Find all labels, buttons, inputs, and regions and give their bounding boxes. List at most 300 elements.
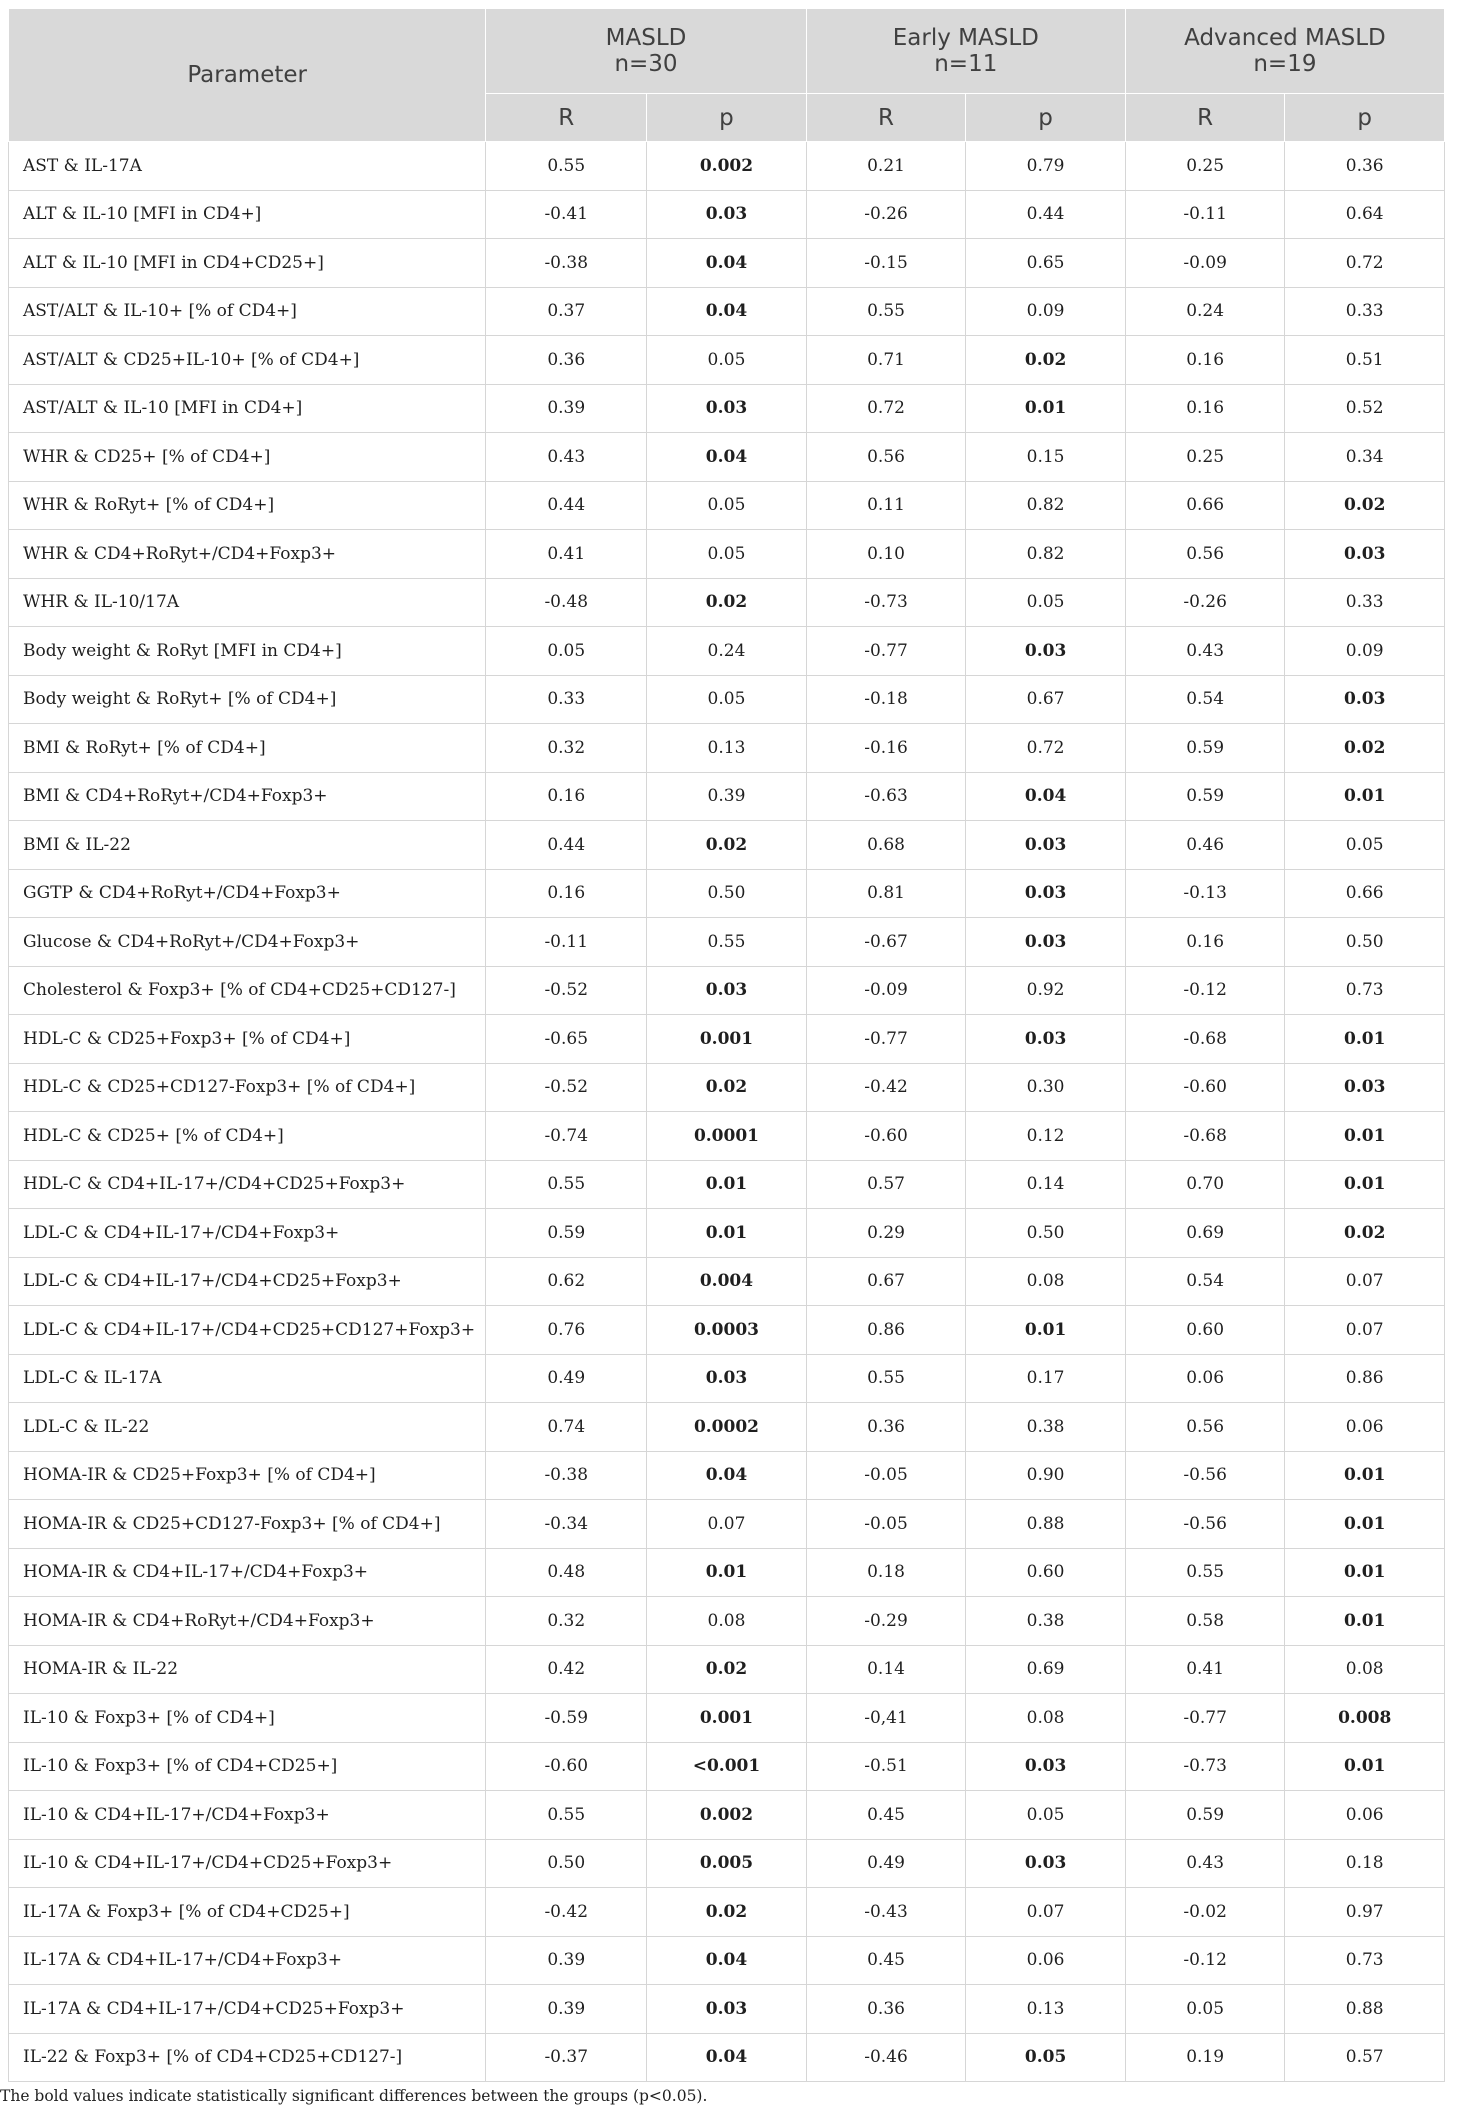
early-r-cell: 0.68 — [806, 821, 966, 870]
masld-p-cell: 0.005 — [647, 1839, 807, 1888]
advanced-r-cell: -0.12 — [1125, 966, 1285, 1015]
table-row — [9, 336, 1445, 385]
early-r-cell: -0.63 — [806, 772, 966, 821]
masld-p-cell: 0.55 — [647, 918, 807, 967]
early-p-cell: 0.67 — [966, 675, 1126, 724]
masld-r-cell: -0.74 — [486, 1112, 647, 1161]
advanced-r-cell: 0.59 — [1125, 724, 1285, 773]
advanced-r-cell: 0.60 — [1125, 1306, 1285, 1355]
early-p-cell: 0.05 — [966, 2033, 1126, 2082]
early-p-cell: 0.92 — [966, 966, 1126, 1015]
advanced-r-cell: 0.59 — [1125, 1791, 1285, 1840]
masld-p-cell: 0.02 — [647, 578, 807, 627]
early-p-cell: 0.03 — [966, 1839, 1126, 1888]
parameter-cell: Body weight & RoRyt [MFI in CD4+] — [9, 627, 486, 676]
parameter-cell: LDL-C & CD4+IL-17+/CD4+CD25+Foxp3+ — [9, 1257, 486, 1306]
advanced-p-cell: 0.18 — [1285, 1839, 1445, 1888]
advanced-p-cell: 0.07 — [1285, 1306, 1445, 1355]
early-r-cell: 0.67 — [806, 1257, 966, 1306]
table-row — [9, 1063, 1445, 1112]
correlation-table — [8, 8, 1445, 2082]
early-p-cell: 0.65 — [966, 239, 1126, 288]
early-r-cell: -0.15 — [806, 239, 966, 288]
table-row — [9, 1742, 1445, 1791]
early-p-cell: 0.02 — [966, 336, 1126, 385]
parameter-cell: HOMA-IR & IL-22 — [9, 1645, 486, 1694]
masld-r-cell: 0.39 — [486, 1936, 647, 1985]
table-row — [9, 1791, 1445, 1840]
masld-p-cell: 0.03 — [647, 384, 807, 433]
early-r-cell: -0.29 — [806, 1597, 966, 1646]
advanced-p-cell: 0.36 — [1285, 142, 1445, 191]
early-r-cell: 0.86 — [806, 1306, 966, 1355]
early-p-cell: 0.69 — [966, 1645, 1126, 1694]
parameter-cell: IL-10 & Foxp3+ [% of CD4+] — [9, 1694, 486, 1743]
masld-r-cell: 0.44 — [486, 481, 647, 530]
parameter-cell: ALT & IL-10 [MFI in CD4+CD25+] — [9, 239, 486, 288]
masld-p-cell: 0.05 — [647, 530, 807, 579]
masld-p-cell: 0.002 — [647, 142, 807, 191]
table-row — [9, 530, 1445, 579]
early-p-cell: 0.03 — [966, 627, 1126, 676]
early-p-cell: 0.88 — [966, 1500, 1126, 1549]
parameter-cell: WHR & RoRyt+ [% of CD4+] — [9, 481, 486, 530]
parameter-cell: HOMA-IR & CD25+Foxp3+ [% of CD4+] — [9, 1451, 486, 1500]
group-n: n=19 — [1253, 51, 1317, 77]
table-row — [9, 287, 1445, 336]
masld-p-cell: 0.02 — [647, 1888, 807, 1937]
parameter-cell: HDL-C & CD4+IL-17+/CD4+CD25+Foxp3+ — [9, 1160, 486, 1209]
advanced-r-cell: 0.58 — [1125, 1597, 1285, 1646]
early-r-cell: -0.43 — [806, 1888, 966, 1937]
parameter-cell: WHR & CD25+ [% of CD4+] — [9, 433, 486, 482]
early-r-cell: 0.29 — [806, 1209, 966, 1258]
p-column-header: p — [966, 94, 1126, 142]
masld-r-cell: -0.52 — [486, 1063, 647, 1112]
r-column-header: R — [1125, 94, 1285, 142]
early-r-cell: 0.11 — [806, 481, 966, 530]
advanced-p-cell: 0.08 — [1285, 1645, 1445, 1694]
masld-r-cell: -0.37 — [486, 2033, 647, 2082]
table-row — [9, 918, 1445, 967]
advanced-p-cell: 0.03 — [1285, 530, 1445, 579]
advanced-p-cell: 0.33 — [1285, 287, 1445, 336]
early-p-cell: 0.44 — [966, 190, 1126, 239]
masld-p-cell: 0.05 — [647, 336, 807, 385]
early-r-cell: 0.36 — [806, 1985, 966, 2034]
advanced-p-cell: 0.01 — [1285, 1451, 1445, 1500]
masld-p-cell: 0.04 — [647, 239, 807, 288]
table-row — [9, 966, 1445, 1015]
parameter-cell: WHR & CD4+RoRyt+/CD4+Foxp3+ — [9, 530, 486, 579]
masld-r-cell: 0.55 — [486, 142, 647, 191]
table-footnote: The bold values indicate statistically significant differences between the groups (p<0.05). — [0, 2087, 708, 2105]
advanced-p-cell: 0.34 — [1285, 433, 1445, 482]
table-row — [9, 1306, 1445, 1355]
early-r-cell: 0.18 — [806, 1548, 966, 1597]
early-r-cell: -0.42 — [806, 1063, 966, 1112]
table-row — [9, 1597, 1445, 1646]
table-row — [9, 1839, 1445, 1888]
advanced-p-cell: 0.01 — [1285, 1160, 1445, 1209]
table-row — [9, 1403, 1445, 1452]
masld-r-cell: 0.42 — [486, 1645, 647, 1694]
masld-p-cell: 0.04 — [647, 287, 807, 336]
masld-r-cell: 0.55 — [486, 1791, 647, 1840]
early-p-cell: 0.08 — [966, 1257, 1126, 1306]
table-row — [9, 1500, 1445, 1549]
early-p-cell: 0.08 — [966, 1694, 1126, 1743]
masld-p-cell: 0.04 — [647, 1936, 807, 1985]
table-row — [9, 821, 1445, 870]
masld-p-cell: 0.04 — [647, 1451, 807, 1500]
early-p-cell: 0.38 — [966, 1403, 1126, 1452]
masld-r-cell: -0.38 — [486, 239, 647, 288]
advanced-r-cell: -0.09 — [1125, 239, 1285, 288]
group-name: MASLD — [605, 25, 687, 51]
advanced-r-cell: 0.54 — [1125, 675, 1285, 724]
early-r-cell: 0.45 — [806, 1936, 966, 1985]
advanced-r-cell: -0.73 — [1125, 1742, 1285, 1791]
parameter-cell: Glucose & CD4+RoRyt+/CD4+Foxp3+ — [9, 918, 486, 967]
masld-p-cell: 0.02 — [647, 821, 807, 870]
masld-r-cell: 0.39 — [486, 384, 647, 433]
advanced-r-cell: 0.59 — [1125, 772, 1285, 821]
p-column-header: p — [1285, 94, 1445, 142]
masld-r-cell: 0.37 — [486, 287, 647, 336]
parameter-cell: LDL-C & IL-17A — [9, 1354, 486, 1403]
masld-p-cell: <0.001 — [647, 1742, 807, 1791]
advanced-p-cell: 0.07 — [1285, 1257, 1445, 1306]
masld-p-cell: 0.04 — [647, 2033, 807, 2082]
advanced-p-cell: 0.97 — [1285, 1888, 1445, 1937]
table-body — [9, 142, 1445, 2082]
early-p-cell: 0.03 — [966, 869, 1126, 918]
early-r-cell: 0.45 — [806, 1791, 966, 1840]
advanced-p-cell: 0.02 — [1285, 481, 1445, 530]
early-r-cell: 0.71 — [806, 336, 966, 385]
masld-r-cell: 0.32 — [486, 1597, 647, 1646]
early-r-cell: -0.77 — [806, 627, 966, 676]
advanced-r-cell: 0.43 — [1125, 627, 1285, 676]
masld-r-cell: -0.42 — [486, 1888, 647, 1937]
table-row — [9, 1015, 1445, 1064]
early-p-cell: 0.90 — [966, 1451, 1126, 1500]
masld-r-cell: 0.16 — [486, 772, 647, 821]
masld-p-cell: 0.02 — [647, 1063, 807, 1112]
early-r-cell: 0.14 — [806, 1645, 966, 1694]
parameter-cell: HDL-C & CD25+CD127-Foxp3+ [% of CD4+] — [9, 1063, 486, 1112]
parameter-cell: Cholesterol & Foxp3+ [% of CD4+CD25+CD127-] — [9, 966, 486, 1015]
advanced-r-cell: -0.12 — [1125, 1936, 1285, 1985]
advanced-r-cell: -0.26 — [1125, 578, 1285, 627]
table-row — [9, 1451, 1445, 1500]
advanced-p-cell: 0.03 — [1285, 675, 1445, 724]
table-row — [9, 772, 1445, 821]
advanced-p-cell: 0.06 — [1285, 1403, 1445, 1452]
advanced-r-cell: 0.43 — [1125, 1839, 1285, 1888]
group-header-advanced-masld — [1125, 9, 1444, 94]
advanced-p-cell: 0.01 — [1285, 1548, 1445, 1597]
masld-r-cell: 0.50 — [486, 1839, 647, 1888]
table-row — [9, 1257, 1445, 1306]
early-r-cell: -0.16 — [806, 724, 966, 773]
table-row — [9, 1888, 1445, 1937]
parameter-cell: IL-10 & CD4+IL-17+/CD4+Foxp3+ — [9, 1791, 486, 1840]
early-p-cell: 0.14 — [966, 1160, 1126, 1209]
advanced-p-cell: 0.05 — [1285, 821, 1445, 870]
early-r-cell: -0.05 — [806, 1500, 966, 1549]
early-p-cell: 0.05 — [966, 1791, 1126, 1840]
masld-r-cell: 0.39 — [486, 1985, 647, 2034]
masld-r-cell: 0.62 — [486, 1257, 647, 1306]
early-p-cell: 0.13 — [966, 1985, 1126, 2034]
table-row — [9, 1209, 1445, 1258]
advanced-r-cell: 0.66 — [1125, 481, 1285, 530]
masld-r-cell: 0.16 — [486, 869, 647, 918]
early-p-cell: 0.82 — [966, 530, 1126, 579]
early-r-cell: 0.56 — [806, 433, 966, 482]
advanced-r-cell: 0.25 — [1125, 433, 1285, 482]
early-p-cell: 0.15 — [966, 433, 1126, 482]
table-row — [9, 481, 1445, 530]
masld-r-cell: -0.38 — [486, 1451, 647, 1500]
masld-r-cell: -0.52 — [486, 966, 647, 1015]
masld-r-cell: -0.48 — [486, 578, 647, 627]
masld-r-cell: 0.32 — [486, 724, 647, 773]
masld-r-cell: 0.59 — [486, 1209, 647, 1258]
advanced-r-cell: 0.69 — [1125, 1209, 1285, 1258]
advanced-r-cell: 0.16 — [1125, 384, 1285, 433]
advanced-r-cell: 0.25 — [1125, 142, 1285, 191]
advanced-p-cell: 0.02 — [1285, 1209, 1445, 1258]
masld-p-cell: 0.39 — [647, 772, 807, 821]
advanced-p-cell: 0.01 — [1285, 1742, 1445, 1791]
parameter-cell: IL-17A & CD4+IL-17+/CD4+Foxp3+ — [9, 1936, 486, 1985]
masld-p-cell: 0.05 — [647, 481, 807, 530]
masld-p-cell: 0.03 — [647, 1354, 807, 1403]
early-r-cell: 0.72 — [806, 384, 966, 433]
group-n: n=30 — [614, 51, 678, 77]
early-r-cell: -0.67 — [806, 918, 966, 967]
advanced-r-cell: 0.56 — [1125, 1403, 1285, 1452]
early-p-cell: 0.04 — [966, 772, 1126, 821]
advanced-r-cell: 0.54 — [1125, 1257, 1285, 1306]
table-row — [9, 1936, 1445, 1985]
masld-r-cell: 0.48 — [486, 1548, 647, 1597]
early-r-cell: 0.57 — [806, 1160, 966, 1209]
masld-p-cell: 0.03 — [647, 966, 807, 1015]
table-row — [9, 1694, 1445, 1743]
early-p-cell: 0.07 — [966, 1888, 1126, 1937]
early-r-cell: -0,41 — [806, 1694, 966, 1743]
masld-r-cell: -0.60 — [486, 1742, 647, 1791]
masld-p-cell: 0.13 — [647, 724, 807, 773]
table-row — [9, 384, 1445, 433]
parameter-cell: BMI & RoRyt+ [% of CD4+] — [9, 724, 486, 773]
parameter-cell: ALT & IL-10 [MFI in CD4+] — [9, 190, 486, 239]
advanced-p-cell: 0.09 — [1285, 627, 1445, 676]
advanced-p-cell: 0.50 — [1285, 918, 1445, 967]
advanced-r-cell: 0.41 — [1125, 1645, 1285, 1694]
parameter-cell: IL-10 & Foxp3+ [% of CD4+CD25+] — [9, 1742, 486, 1791]
early-p-cell: 0.72 — [966, 724, 1126, 773]
masld-r-cell: -0.59 — [486, 1694, 647, 1743]
table-row — [9, 239, 1445, 288]
early-p-cell: 0.01 — [966, 1306, 1126, 1355]
parameter-cell: LDL-C & CD4+IL-17+/CD4+CD25+CD127+Foxp3+ — [9, 1306, 486, 1355]
masld-r-cell: 0.43 — [486, 433, 647, 482]
early-r-cell: -0.46 — [806, 2033, 966, 2082]
group-header-masld — [486, 9, 806, 94]
advanced-p-cell: 0.73 — [1285, 966, 1445, 1015]
early-p-cell: 0.01 — [966, 384, 1126, 433]
early-p-cell: 0.03 — [966, 1015, 1126, 1064]
early-p-cell: 0.05 — [966, 578, 1126, 627]
masld-p-cell: 0.01 — [647, 1209, 807, 1258]
parameter-cell: LDL-C & CD4+IL-17+/CD4+Foxp3+ — [9, 1209, 486, 1258]
advanced-p-cell: 0.64 — [1285, 190, 1445, 239]
early-r-cell: 0.10 — [806, 530, 966, 579]
advanced-r-cell: -0.02 — [1125, 1888, 1285, 1937]
masld-r-cell: 0.49 — [486, 1354, 647, 1403]
table-row — [9, 578, 1445, 627]
masld-p-cell: 0.02 — [647, 1645, 807, 1694]
parameter-cell: HDL-C & CD25+ [% of CD4+] — [9, 1112, 486, 1161]
table-row — [9, 1985, 1445, 2034]
parameter-cell: AST/ALT & CD25+IL-10+ [% of CD4+] — [9, 336, 486, 385]
advanced-r-cell: 0.70 — [1125, 1160, 1285, 1209]
advanced-p-cell: 0.72 — [1285, 239, 1445, 288]
table-row — [9, 1354, 1445, 1403]
p-column-header: p — [647, 94, 807, 142]
masld-r-cell: 0.55 — [486, 1160, 647, 1209]
advanced-p-cell: 0.01 — [1285, 1112, 1445, 1161]
early-r-cell: -0.60 — [806, 1112, 966, 1161]
group-name: Advanced MASLD — [1184, 25, 1386, 51]
advanced-r-cell: 0.46 — [1125, 821, 1285, 870]
advanced-r-cell: -0.56 — [1125, 1500, 1285, 1549]
early-p-cell: 0.82 — [966, 481, 1126, 530]
early-r-cell: -0.77 — [806, 1015, 966, 1064]
table-row — [9, 1160, 1445, 1209]
early-p-cell: 0.30 — [966, 1063, 1126, 1112]
masld-p-cell: 0.05 — [647, 675, 807, 724]
masld-r-cell: 0.05 — [486, 627, 647, 676]
advanced-p-cell: 0.66 — [1285, 869, 1445, 918]
early-r-cell: -0.73 — [806, 578, 966, 627]
parameter-cell: Body weight & RoRyt+ [% of CD4+] — [9, 675, 486, 724]
masld-r-cell: 0.41 — [486, 530, 647, 579]
advanced-p-cell: 0.01 — [1285, 772, 1445, 821]
masld-p-cell: 0.001 — [647, 1694, 807, 1743]
early-r-cell: 0.36 — [806, 1403, 966, 1452]
advanced-p-cell: 0.01 — [1285, 1500, 1445, 1549]
advanced-p-cell: 0.03 — [1285, 1063, 1445, 1112]
table-row — [9, 142, 1445, 191]
parameter-cell: AST & IL-17A — [9, 142, 486, 191]
parameter-cell: IL-17A & Foxp3+ [% of CD4+CD25+] — [9, 1888, 486, 1937]
parameter-cell: AST/ALT & IL-10 [MFI in CD4+] — [9, 384, 486, 433]
masld-p-cell: 0.0002 — [647, 1403, 807, 1452]
early-r-cell: -0.51 — [806, 1742, 966, 1791]
masld-p-cell: 0.004 — [647, 1257, 807, 1306]
table-row — [9, 2033, 1445, 2082]
masld-r-cell: 0.36 — [486, 336, 647, 385]
early-p-cell: 0.60 — [966, 1548, 1126, 1597]
masld-p-cell: 0.03 — [647, 190, 807, 239]
advanced-r-cell: 0.16 — [1125, 336, 1285, 385]
early-r-cell: 0.21 — [806, 142, 966, 191]
group-header-early-masld — [806, 9, 1125, 94]
early-p-cell: 0.79 — [966, 142, 1126, 191]
advanced-r-cell: 0.55 — [1125, 1548, 1285, 1597]
table-row — [9, 724, 1445, 773]
parameter-cell: IL-10 & CD4+IL-17+/CD4+CD25+Foxp3+ — [9, 1839, 486, 1888]
parameter-cell: LDL-C & IL-22 — [9, 1403, 486, 1452]
advanced-r-cell: -0.77 — [1125, 1694, 1285, 1743]
masld-r-cell: 0.76 — [486, 1306, 647, 1355]
masld-p-cell: 0.03 — [647, 1985, 807, 2034]
parameter-cell: HOMA-IR & CD4+IL-17+/CD4+Foxp3+ — [9, 1548, 486, 1597]
early-p-cell: 0.17 — [966, 1354, 1126, 1403]
table-row — [9, 869, 1445, 918]
advanced-p-cell: 0.01 — [1285, 1015, 1445, 1064]
advanced-r-cell: -0.11 — [1125, 190, 1285, 239]
early-r-cell: 0.55 — [806, 1354, 966, 1403]
advanced-p-cell: 0.51 — [1285, 336, 1445, 385]
table-row — [9, 190, 1445, 239]
advanced-p-cell: 0.86 — [1285, 1354, 1445, 1403]
early-r-cell: -0.09 — [806, 966, 966, 1015]
parameter-cell: GGTP & CD4+RoRyt+/CD4+Foxp3+ — [9, 869, 486, 918]
early-p-cell: 0.03 — [966, 821, 1126, 870]
masld-p-cell: 0.01 — [647, 1548, 807, 1597]
table-row — [9, 433, 1445, 482]
advanced-r-cell: 0.06 — [1125, 1354, 1285, 1403]
early-p-cell: 0.03 — [966, 918, 1126, 967]
masld-p-cell: 0.002 — [647, 1791, 807, 1840]
table-header — [9, 9, 1445, 142]
table-row — [9, 627, 1445, 676]
early-p-cell: 0.38 — [966, 1597, 1126, 1646]
parameter-cell: IL-17A & CD4+IL-17+/CD4+CD25+Foxp3+ — [9, 1985, 486, 2034]
early-p-cell: 0.12 — [966, 1112, 1126, 1161]
table-row — [9, 675, 1445, 724]
table-row — [9, 1112, 1445, 1161]
masld-r-cell: -0.11 — [486, 918, 647, 967]
advanced-r-cell: 0.16 — [1125, 918, 1285, 967]
early-r-cell: 0.81 — [806, 869, 966, 918]
parameter-cell: AST/ALT & IL-10+ [% of CD4+] — [9, 287, 486, 336]
masld-p-cell: 0.04 — [647, 433, 807, 482]
group-n: n=11 — [934, 51, 998, 77]
advanced-p-cell: 0.88 — [1285, 1985, 1445, 2034]
masld-p-cell: 0.08 — [647, 1597, 807, 1646]
advanced-r-cell: 0.19 — [1125, 2033, 1285, 2082]
masld-r-cell: -0.34 — [486, 1500, 647, 1549]
table-row — [9, 1548, 1445, 1597]
parameter-cell: WHR & IL-10/17A — [9, 578, 486, 627]
group-name: Early MASLD — [892, 25, 1039, 51]
advanced-p-cell: 0.02 — [1285, 724, 1445, 773]
advanced-r-cell: -0.60 — [1125, 1063, 1285, 1112]
masld-p-cell: 0.50 — [647, 869, 807, 918]
advanced-r-cell: 0.05 — [1125, 1985, 1285, 2034]
masld-r-cell: -0.65 — [486, 1015, 647, 1064]
advanced-p-cell: 0.33 — [1285, 578, 1445, 627]
parameter-cell: BMI & IL-22 — [9, 821, 486, 870]
